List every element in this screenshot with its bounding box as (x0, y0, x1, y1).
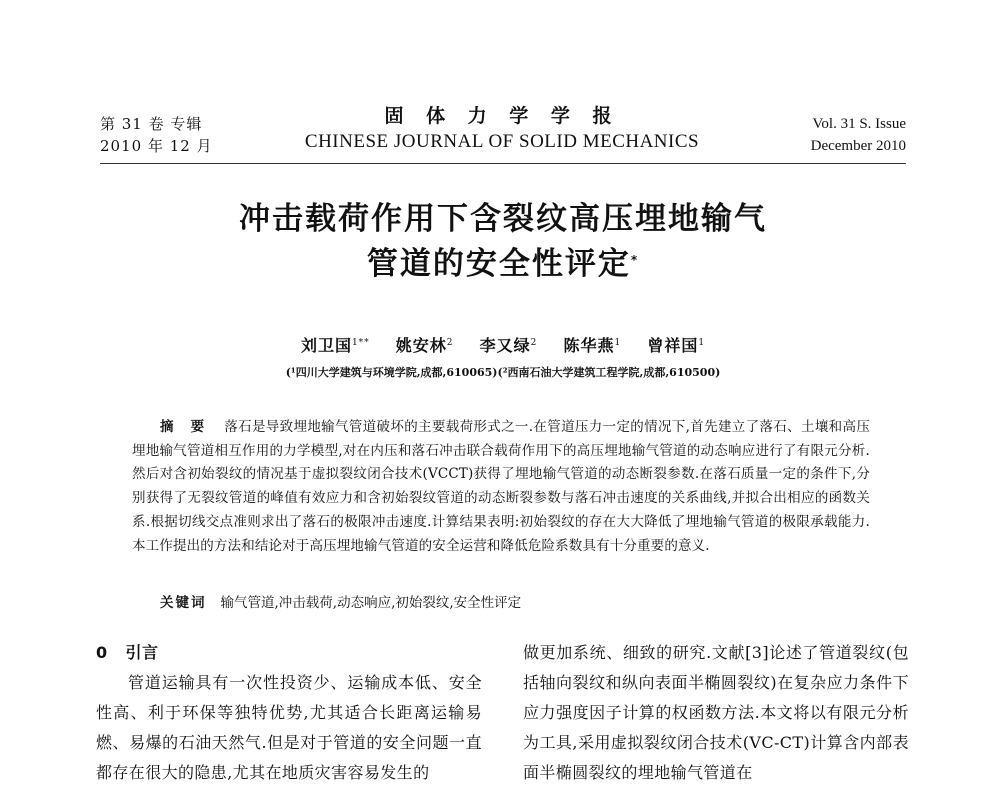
title-line-1: 冲击载荷作用下含裂纹高压埋地输气 (239, 201, 767, 237)
abstract-text: 落石是导致埋地输气管道破坏的主要载荷形式之一.在管道压力一定的情况下,首先建立了落石、土壤和高压埋地输气管道相互作用的力学模型,对在内压和落石冲击联合载荷作用下的高压埋地输气管道的动态响应进行了有限元分析.然后对含初始裂纹的情况基于虚拟裂纹闭合技术(VCCT)获得了埋地输气管道的动态断裂参数.在落石质量一定的条件下,分别获得了无裂纹管道的峰值有效应力和含初始裂纹管道的动态断裂参数与落石冲击速度的关系曲线,并拟合出相应的函数关系.根据切线交点准则求出了落石的极限冲击速度.计算结果表明:初始裂纹的存在大大降低了埋地输气管道的极限承载能力.本工作提出的方法和结论对于高压埋地输气管道的安全运营和降低危险系数具有十分重要的意义. (132, 419, 871, 554)
author-affil-mark: 2 (530, 338, 538, 348)
abstract (132, 416, 870, 558)
section-heading (96, 638, 482, 668)
author (396, 336, 454, 355)
section-number: 0 (96, 643, 108, 662)
author-name: 陈华燕 (563, 336, 615, 355)
volume-issue-en: Vol. 31 S. Issue (812, 116, 906, 132)
author-affil-mark: 1** (351, 338, 370, 348)
keywords-label: 关键词 (160, 595, 207, 611)
header-rule (100, 163, 906, 164)
author (480, 336, 538, 355)
volume-info (100, 113, 213, 157)
journal-name (282, 103, 722, 155)
publication-date: 2010 年 12 月 (100, 137, 213, 155)
body-column-right (523, 638, 909, 788)
paper-title (100, 197, 906, 287)
body-paragraph: 管道运输具有一次性投资少、运输成本低、安全性高、利于环保等独特优势,尤其适合长距离运输易燃、易爆的石油天然气.但是对于管道的安全问题一直都存在很大的隐患,尤其在地质灾害容易发生的 (96, 673, 482, 782)
journal-name-en: CHINESE JOURNAL OF SOLID MECHANICS (304, 131, 700, 152)
journal-name-cn: 固 体 力 学 学 报 (384, 105, 620, 127)
volume-info-en (744, 113, 906, 157)
keywords (160, 592, 870, 614)
title-line-2 (100, 242, 906, 287)
abstract-label: 摘 要 (160, 419, 211, 435)
author (647, 336, 705, 355)
title-line-2-text: 管道的安全性评定 (366, 246, 631, 282)
author-name: 刘卫国 (300, 336, 352, 355)
body-column-left (96, 638, 482, 788)
affiliations: (¹四川大学建筑与环境学院,成都,610065)(²西南石油大学建筑工程学院,成都,610500) (285, 366, 721, 379)
volume-issue: 第 31 卷 专辑 (100, 115, 203, 133)
author-affil-mark: 1 (698, 338, 706, 348)
publication-date-en: December 2010 (810, 138, 906, 154)
author-name: 姚安林 (395, 336, 447, 355)
section-title: 引言 (125, 643, 159, 662)
author (301, 336, 370, 355)
author (563, 336, 621, 355)
body-paragraph: 做更加系统、细致的研究.文献[3]论述了管道裂纹(包括轴向裂纹和纵向表面半椭圆裂纹)在复杂应力条件下应力强度因子计算的权函数方法.本文将以有限元分析为工具,采用虚拟裂纹闭合技术(VC-CT)计算含内部表面半椭圆裂纹的埋地输气管道在 (523, 643, 909, 782)
author-affil-mark: 2 (446, 338, 454, 348)
title-footnote-mark: * (630, 253, 640, 267)
author-list (100, 335, 906, 357)
author-affil-mark: 1 (614, 338, 622, 348)
keywords-text: 输气管道,冲击载荷,动态响应,初始裂纹,安全性评定 (220, 595, 522, 611)
author-name: 李又绿 (479, 336, 531, 355)
author-name: 曾祥国 (647, 336, 699, 355)
